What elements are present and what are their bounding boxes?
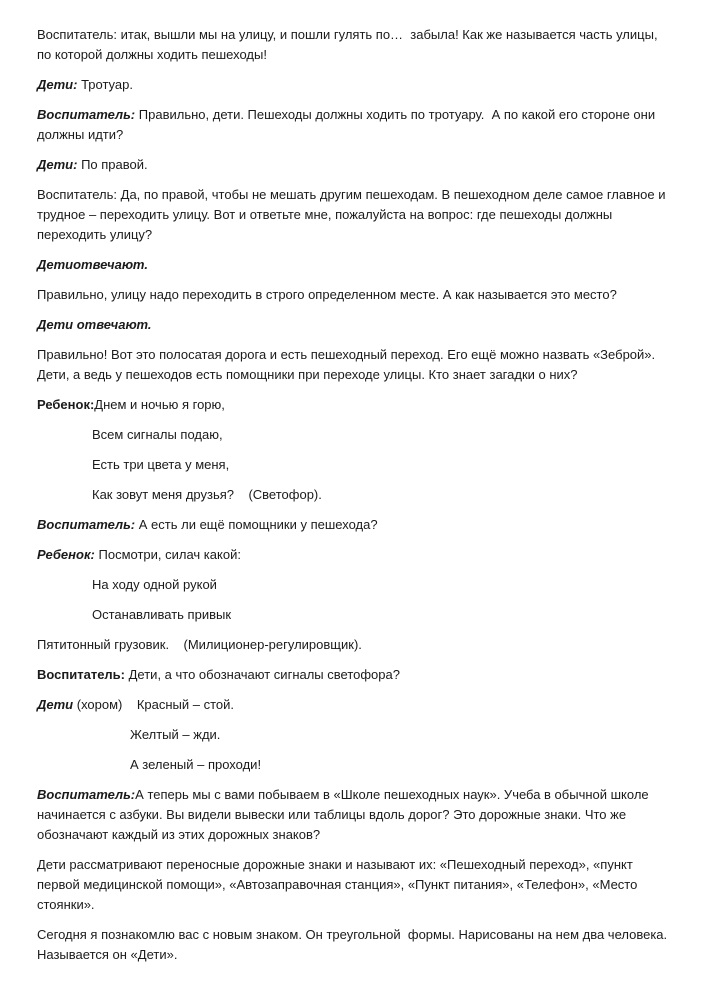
paragraph	[37, 785, 673, 845]
paragraph	[37, 105, 673, 145]
paragraph	[37, 485, 673, 505]
paragraph	[37, 285, 673, 305]
text-run: Есть три цвета у меня,	[92, 457, 230, 472]
speaker-label: Воспитатель:	[37, 787, 136, 802]
text-run: Тротуар.	[77, 77, 133, 92]
speaker-label: Ребенок:	[37, 547, 95, 562]
speaker-label: Воспитатель:	[37, 517, 136, 532]
text-run: Посмотри, силач какой:	[94, 547, 241, 562]
paragraph	[37, 155, 673, 175]
text-run: По правой.	[77, 157, 148, 172]
text-run: Пятитонный грузовик. (Милиционер-регулировщик).	[37, 637, 362, 652]
text-run: Правильно, дети. Пешеходы должны ходить по тротуару. А по какой его стороне они должны идти?	[37, 107, 659, 142]
document-body	[37, 25, 673, 965]
paragraph	[37, 185, 673, 245]
text-run: Останавливать привык	[92, 607, 232, 622]
text-run: Воспитатель: итак, вышли мы на улицу, и пошли гулять по… забыла! Как же называется часть улицы, по которой должны ходить пешеходы!	[37, 27, 662, 62]
paragraph	[37, 255, 673, 275]
speaker-label: Дети:	[37, 157, 78, 172]
text-run: Сегодня я познакомлю вас с новым знаком. Он треугольной формы. Нарисованы на нем два человека. Называется он «Дети».	[37, 927, 671, 962]
speaker-label: Воспитатель:	[37, 107, 136, 122]
text-run: А есть ли ещё помощники у пешехода?	[135, 517, 378, 532]
paragraph	[37, 605, 673, 625]
text-run: Дети рассматривают переносные дорожные знаки и называют их: «Пешеходный переход», «пункт первой медицинской помощи», «Автозаправочная станция», «Пункт питания», «Телефон», «Место стоянки».	[37, 857, 641, 912]
paragraph	[37, 925, 673, 965]
paragraph	[37, 425, 673, 445]
text-run: А теперь мы с вами побываем в «Школе пешеходных наук». Учеба в обычной школе начинается с азбуки. Вы видели вывески или таблицы вдоль дорог? Это дорожные знаки. Что же обозначают каждый из этих дорожных знаков?	[37, 787, 653, 842]
paragraph	[37, 75, 673, 95]
paragraph	[37, 695, 673, 715]
text-run: На ходу одной рукой	[92, 577, 217, 592]
speaker-label: Дети отвечают.	[37, 317, 152, 332]
text-run: Желтый – жди.	[130, 727, 221, 742]
paragraph	[37, 545, 673, 565]
paragraph	[37, 315, 673, 335]
text-run: (хором) Красный – стой.	[73, 697, 235, 712]
text-run: А зеленый – проходи!	[130, 757, 262, 772]
speaker-label: Детиотвечают.	[37, 257, 148, 272]
paragraph	[37, 725, 673, 745]
text-run: Правильно, улицу надо переходить в строго определенном месте. А как называется это место?	[37, 287, 617, 302]
speaker-label: Ребенок:	[37, 397, 95, 412]
text-run: Днем и ночью я горю,	[94, 397, 225, 412]
text-run: Воспитатель: Да, по правой, чтобы не мешать другим пешеходам. В пешеходном деле самое главное и трудное – переходить улицу. Вот и ответьте мне, пожалуйста на вопрос: где пешеходы должны переходить улицу?	[37, 187, 670, 242]
text-run: Как зовут меня друзья? (Светофор).	[92, 487, 322, 502]
speaker-label: Дети	[37, 697, 74, 712]
paragraph	[37, 515, 673, 535]
paragraph	[37, 25, 673, 65]
speaker-label: Дети:	[37, 77, 78, 92]
text-run: Дети, а что обозначают сигналы светофора?	[125, 667, 400, 682]
paragraph	[37, 635, 673, 655]
paragraph	[37, 395, 673, 415]
paragraph	[37, 575, 673, 595]
text-run: Правильно! Вот это полосатая дорога и есть пешеходный переход. Его ещё можно назвать «Зеброй». Дети, а ведь у пешеходов есть помощники при переходе улицы. Кто знает загадки о них?	[37, 347, 659, 382]
paragraph	[37, 455, 673, 475]
speaker-label: Воспитатель:	[37, 667, 126, 682]
paragraph	[37, 755, 673, 775]
text-run: Всем сигналы подаю,	[92, 427, 223, 442]
paragraph	[37, 855, 673, 915]
paragraph	[37, 345, 673, 385]
paragraph	[37, 665, 673, 685]
